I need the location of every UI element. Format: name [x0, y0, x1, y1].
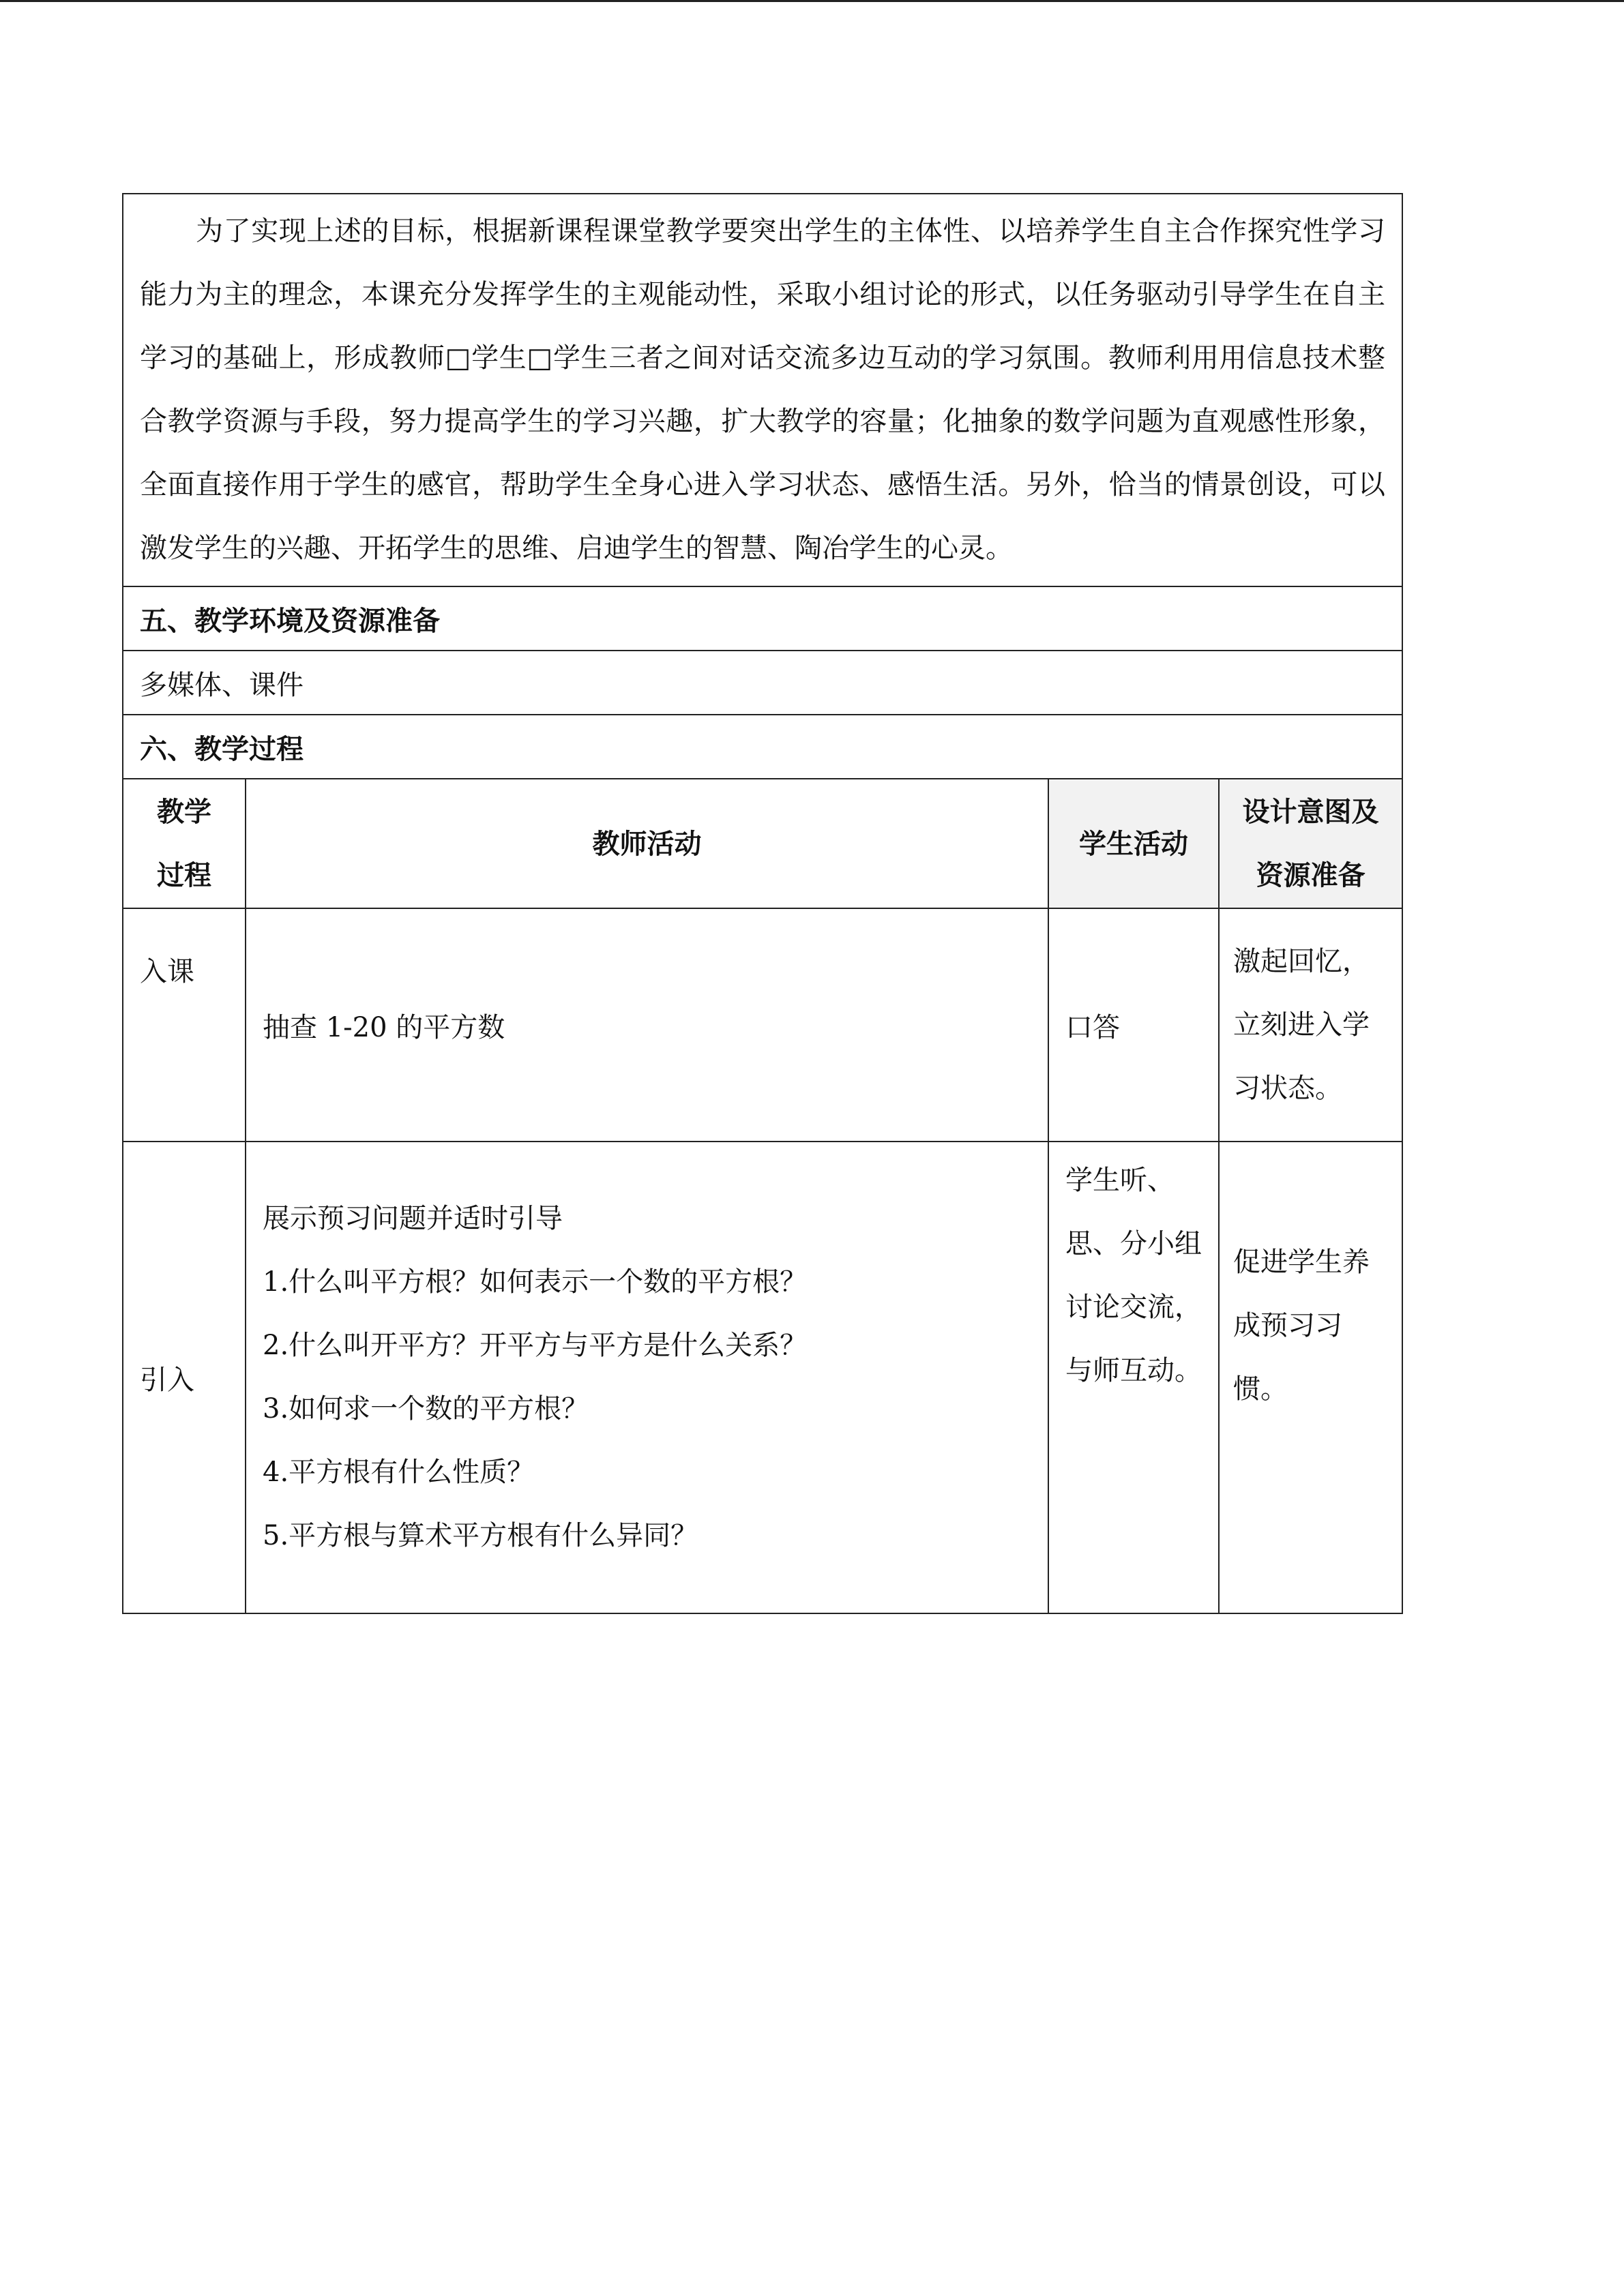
stage-cell: 引入 [123, 1142, 246, 1613]
section5-content: 多媒体、课件 [123, 651, 1402, 715]
process-table [123, 779, 1402, 1613]
header-student: 学生活动 [1048, 779, 1219, 908]
student-activity-cell: 口答 [1048, 908, 1219, 1142]
teacher-activity-cell [246, 1142, 1048, 1613]
teacher-line: 2.什么叫开平方？开平方与平方是什么关系？ [263, 1330, 808, 1361]
teacher-line: 5.平方根与算术平方根有什么异同？ [263, 1520, 698, 1551]
table-row [123, 908, 1402, 1142]
stage-cell: 入课 [123, 908, 246, 1142]
teacher-activity-cell [246, 908, 1048, 1142]
teacher-line: 4.平方根有什么性质？ [263, 1457, 535, 1488]
teacher-line: 展示预习问题并适时引导 [263, 1203, 563, 1234]
teacher-line: 3.如何求一个数的平方根？ [263, 1393, 589, 1425]
process-table-cell [123, 779, 1402, 1613]
intro-cell [123, 194, 1402, 586]
lesson-plan-table [122, 193, 1403, 1614]
section6-title: 六、教学过程 [123, 715, 1402, 779]
header-stage: 教学过程 [123, 779, 246, 908]
design-intent-cell: 促进学生养成预习习惯。 [1233, 1247, 1370, 1405]
intro-paragraph: 为了实现上述的目标，根据新课程课堂教学要突出学生的主体性、以培养学生自主合作探究性学习能力为主的理念，本课充分发挥学生的主观能动性，采取小组讨论的形式，以任务驱动引导学生在自主学习的基础上，形成教师□学生□学生三者之间对话交流多边互动的学习氛围。教师利用用信息技术整合教学资源与手段，努力提高学生的学习兴趣，扩大教学的容量；化抽象的数学问题为直观感性形象，全面直接作用于学生的感官，帮助学生全身心进入学习状态、感悟生活。另外，恰当的情景创设，可以激发学生的兴趣、开拓学生的思维、启迪学生的智慧、陶冶学生的心灵。 [140, 215, 1385, 564]
student-activity-cell: 学生听、思、分小组讨论交流，与师互动。 [1048, 1142, 1219, 1613]
teacher-line: 抽查 1-20 的平方数 [263, 1011, 505, 1043]
header-design: 设计意图及资源准备 [1219, 779, 1402, 908]
section5-title: 五、教学环境及资源准备 [123, 586, 1402, 651]
design-intent-cell: 激起回忆，立刻进入学习状态。 [1219, 908, 1402, 1142]
table-row [123, 1142, 1402, 1613]
process-table-header [123, 779, 1402, 908]
header-teacher: 教师活动 [246, 779, 1048, 908]
page-top-border [0, 0, 1624, 2]
teacher-line: 1.什么叫平方根？如何表示一个数的平方根？ [263, 1266, 808, 1298]
